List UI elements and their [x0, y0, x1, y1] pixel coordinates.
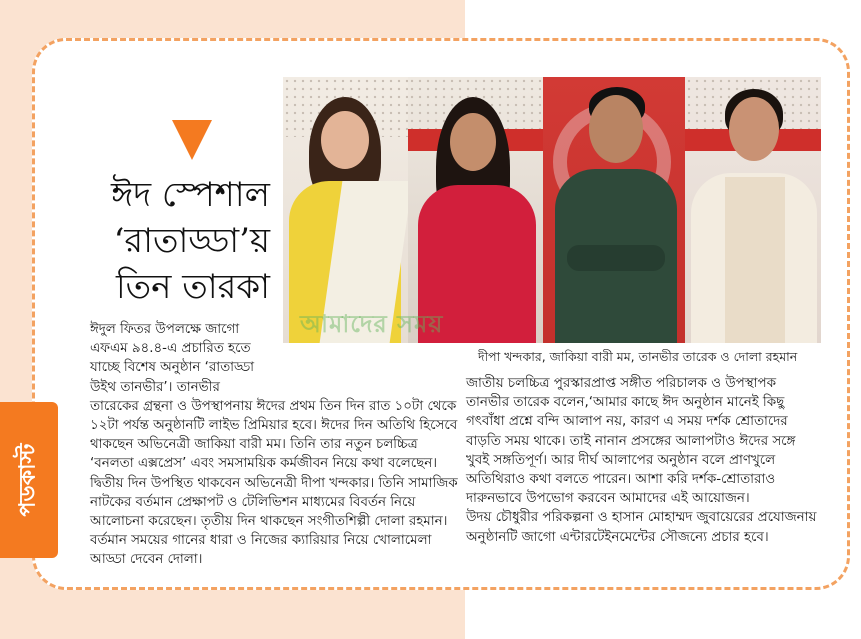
- article-paragraph: জাতীয় চলচ্চিত্র পুরস্কারপ্রাপ্ত সঙ্গীত পরিচালক ও উপস্থাপক তানভীর তারেক বলেন,‘আমার কাছে ঈদ অনুষ্ঠান মানেই কিছু গৎবাঁধা প্রশ্নে বন্দি আলাপ নয়, কারণ এ সময় দর্শক শ্রোতাদের বাড়তি সময় থাকে। তাই নানান প্রসঙ্গের আলাপটাও ঈদের সঙ্গে খুবই সঙ্গতিপূর্ণ। আর দীর্ঘ আলাপের অনুষ্ঠান বলে প্রাণখুলে অতিথিরাও কথা বলতে পারেন। আশা করি দর্শক-শ্রোতারাও দারুনভাবে উপভোগ করবেন আমাদের এই আয়োজন।: [466, 376, 796, 507]
- section-tab-label: পডকাস্ট: [15, 443, 41, 517]
- photo-panel-dipa: [283, 77, 408, 343]
- photo-panel-mom: [408, 77, 543, 343]
- headline: [90, 172, 270, 310]
- headline-line: ‘রাতাড্ডা’য়: [113, 221, 270, 261]
- triangle-icon: [172, 120, 212, 160]
- article-left-column: [90, 320, 462, 570]
- article-paragraph: তারেকের গ্রন্থনা ও উপস্থাপনায় ঈদের প্রথম তিন দিন রাত ১০টা থেকে ১২টা পর্যন্ত অনুষ্ঠানটি লাইভ প্রিমিয়ার হবে। ঈদের দিন অতিথি হিসেবে থাকছেন অভিনেত্রী জাকিয়া বারী মম। তিনি তার নতুন চলচ্চিত্র ‘বনলতা এক্সপ্রেস’ এবং সমসাময়িক কর্মজীবন নিয়ে কথা বলেছেন।: [90, 398, 458, 472]
- photo-caption: দীপা খন্দকার, জাকিয়া বারী মম, তানভীর তারেক ও দোলা রহমান: [478, 349, 798, 364]
- watermark: আমাদের সময়: [300, 310, 444, 338]
- headline-line: ঈদ স্পেশাল: [111, 175, 270, 215]
- guest-photo: [283, 77, 821, 343]
- article-right-column: [466, 374, 818, 547]
- article-paragraph: [90, 320, 462, 397]
- headline-line: তিন তারকা: [115, 267, 270, 307]
- photo-panel-tanvir: [543, 77, 685, 343]
- photo-panel-dola: [685, 77, 821, 343]
- section-tab: [0, 402, 58, 558]
- article-intro: ঈদুল ফিতর উপলক্ষে জাগো এফএম ৯৪.৪-এ প্রচারিত হতে যাচ্ছে বিশেষ অনুষ্ঠান ‘রাতাড্ডা উইথ তানভীর’। তানভীর: [90, 322, 255, 395]
- article-paragraph: উদয় চৌধুরীর পরিকল্পনা ও হাসান মোহাম্মদ জুবায়েরের প্রযোজনায় অনুষ্ঠানটি জাগো এন্টারটেইনমেন্টের সৌজন্যে প্রচার হবে।: [466, 510, 817, 545]
- article-paragraph: দ্বিতীয় দিন উপস্থিত থাকবেন অভিনেত্রী দীপা খন্দকার। তিনি সামাজিক নাটকের বর্তমান প্রেক্ষাপট ও টেলিভিশন মাধ্যমের বিবর্তন নিয়ে আলোচনা করেছেন। তৃতীয় দিন থাকছেন সংগীতশিল্পী দোলা রহমান। বর্তমান সময়ের গানের ধারা ও নিজের ক্যারিয়ার নিয়ে খোলামেলা আড্ডা দেবেন দোলা।: [90, 475, 458, 568]
